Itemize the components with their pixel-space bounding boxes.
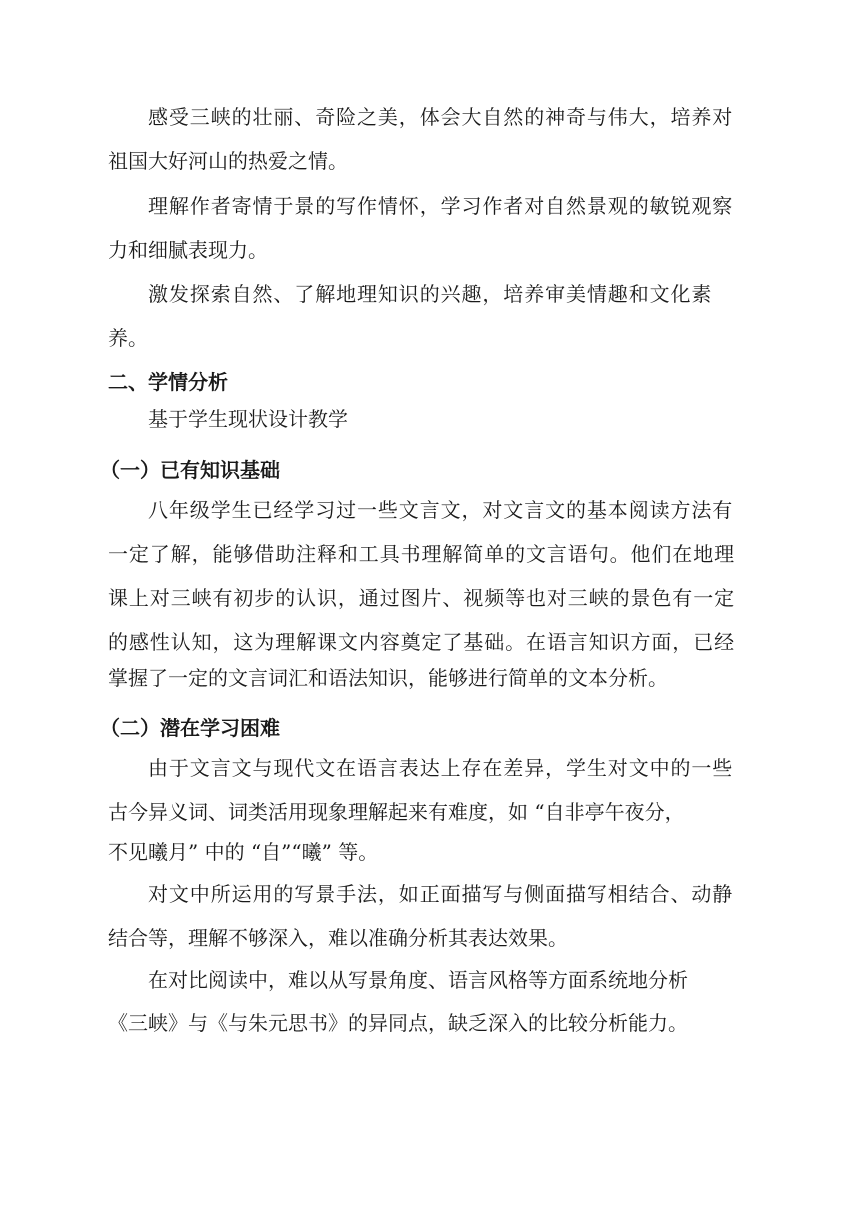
paragraph-line: 理解作者寄情于景的写作情怀，学习作者对自然景观的敏锐观察 [148, 194, 734, 218]
paragraph-line: 祖国大好河山的热爱之情。 [108, 149, 348, 173]
paragraph-line: 一定了解，能够借助注释和工具书理解简单的文言语句。他们在地理 [108, 542, 735, 566]
paragraph-line: 力和细腻表现力。 [108, 238, 268, 262]
paragraph-line: 激发探索自然、了解地理知识的兴趣，培养审美情趣和文化素 [148, 282, 713, 306]
paragraph-line: 古今异义词、词类活用现象理解起来有难度，如 “自非亭午夜分， [108, 800, 685, 824]
paragraph-line: 在对比阅读中，难以从写景角度、语言风格等方面系统地分析 [148, 968, 688, 992]
paragraph-line: 对文中所运用的写景手法，如正面描写与侧面描写相结合、动静 [148, 882, 734, 906]
paragraph-line: 的感性认知，这为理解课文内容奠定了基础。在语言知识方面，已经 [108, 630, 735, 654]
paragraph-line: 养。 [108, 326, 148, 350]
paragraph-line: 课上对三峡有初步的认识，通过图片、视频等也对三峡的景色有一定 [108, 586, 735, 610]
paragraph-line: 感受三峡的壮丽、奇险之美，体会大自然的神奇与伟大，培养对 [148, 105, 734, 129]
section-intro: 基于学生现状设计教学 [148, 407, 348, 431]
paragraph-line: 不见曦月” 中的 “自”“曦” 等。 [108, 840, 379, 864]
subsection-heading: （二）潜在学习困难 [100, 716, 280, 740]
paragraph-line: 由于文言文与现代文在语言表达上存在差异，学生对文中的一些 [148, 756, 734, 780]
paragraph-line: 《三峡》与《与朱元思书》的异同点，缺乏深入的比较分析能力。 [108, 1011, 688, 1035]
paragraph-line: 掌握了一定的文言词汇和语法知识，能够进行简单的文本分析。 [108, 666, 668, 690]
section-heading: 二、学情分析 [108, 370, 228, 394]
paragraph-line: 结合等，理解不够深入，难以准确分析其表达效果。 [108, 926, 568, 950]
subsection-heading: （一）已有知识基础 [100, 458, 280, 482]
paragraph-line: 八年级学生已经学习过一些文言文，对文言文的基本阅读方法有 [148, 498, 734, 522]
